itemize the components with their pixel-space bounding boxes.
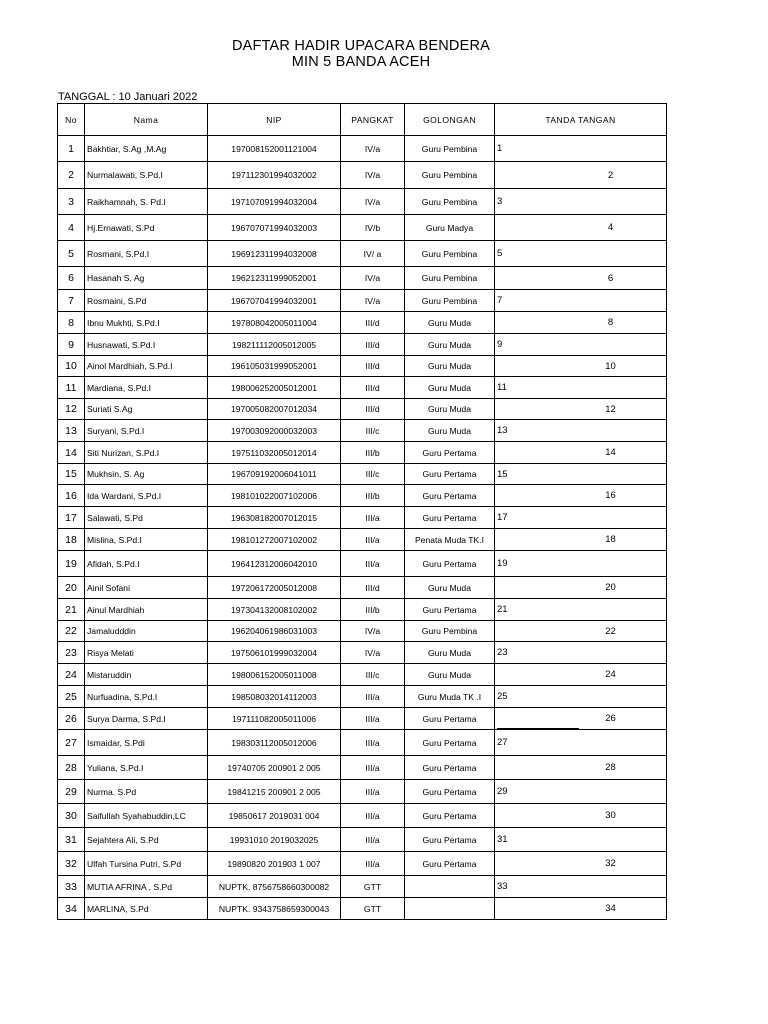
row-nama: Mardiana, S.Pd.I [85, 377, 208, 399]
row-pangkat: III/a [341, 756, 405, 780]
table-row [58, 876, 667, 898]
row-golongan: Guru Muda [405, 356, 495, 377]
table-row [58, 828, 667, 852]
row-golongan: Guru Pembina [405, 290, 495, 312]
date-label: TANGGAL : 10 Januari 2022 [58, 91, 198, 103]
table-row [58, 312, 667, 334]
row-nip: NUPTK. 8756758660300082 [208, 876, 341, 898]
row-no: 16 [58, 485, 85, 507]
row-tanda-tangan: 6 [495, 267, 667, 290]
row-no: 31 [58, 828, 85, 852]
row-nip: 197107091994032004 [208, 189, 341, 215]
row-nip: 19931010 2019032025 [208, 828, 341, 852]
table-row [58, 686, 667, 708]
row-tanda-tangan: 9 [495, 334, 667, 356]
row-golongan: Guru Pembina [405, 621, 495, 642]
row-nama: Salawati, S.Pd [85, 507, 208, 529]
row-tanda-tangan: 16 [495, 485, 667, 507]
table-row [58, 551, 667, 577]
row-pangkat: III/a [341, 551, 405, 577]
row-tanda-tangan: 30 [495, 804, 667, 828]
row-nama: Husnawati, S.Pd.I [85, 334, 208, 356]
row-golongan: Guru Muda [405, 334, 495, 356]
row-no: 21 [58, 599, 85, 621]
row-tanda-tangan: 11 [495, 377, 667, 399]
row-pangkat: III/a [341, 804, 405, 828]
row-nip: NUPTK. 9343758659300043 [208, 898, 341, 920]
row-no: 26 [58, 708, 85, 730]
row-nip: 197506101999032004 [208, 642, 341, 664]
table-row [58, 730, 667, 756]
row-golongan: Guru Muda [405, 577, 495, 599]
row-no: 2 [58, 162, 85, 189]
row-no: 24 [58, 664, 85, 686]
table-row [58, 621, 667, 642]
row-pangkat: III/d [341, 334, 405, 356]
table-row [58, 356, 667, 377]
row-tanda-tangan: 18 [495, 529, 667, 551]
row-tanda-tangan: 21 [495, 599, 667, 621]
row-nip: 196912311994032008 [208, 241, 341, 267]
table-row [58, 399, 667, 420]
row-tanda-tangan: 29 [495, 780, 667, 804]
row-no: 22 [58, 621, 85, 642]
row-nama: Ulfah Tursina Putri, S.Pd [85, 852, 208, 876]
row-pangkat: III/a [341, 507, 405, 529]
row-tanda-tangan: 31 [495, 828, 667, 852]
table-row [58, 334, 667, 356]
row-pangkat: GTT [341, 876, 405, 898]
row-pangkat: III/d [341, 356, 405, 377]
row-nip: 19740705 200901 2 005 [208, 756, 341, 780]
signature-underline [497, 728, 579, 729]
row-no: 32 [58, 852, 85, 876]
row-golongan: Guru Muda [405, 664, 495, 686]
row-pangkat: III/d [341, 399, 405, 420]
row-pangkat: III/a [341, 686, 405, 708]
row-nama: Nurma. S.Pd [85, 780, 208, 804]
row-nama: Nurfuadina, S.Pd.I [85, 686, 208, 708]
table-row [58, 189, 667, 215]
row-golongan: Guru Muda [405, 312, 495, 334]
row-no: 25 [58, 686, 85, 708]
row-no: 19 [58, 551, 85, 577]
table-row [58, 290, 667, 312]
row-no: 29 [58, 780, 85, 804]
row-golongan: Guru Pembina [405, 189, 495, 215]
row-tanda-tangan: 2 [495, 162, 667, 189]
row-pangkat: IV/a [341, 267, 405, 290]
table-row [58, 642, 667, 664]
row-nama: Surya Darma, S.Pd.I [85, 708, 208, 730]
row-nip: 197112301994032002 [208, 162, 341, 189]
row-golongan: Guru Muda [405, 377, 495, 399]
row-no: 17 [58, 507, 85, 529]
row-nama: MUTIA AFRINA , S.Pd [85, 876, 208, 898]
row-golongan: Guru Pertama [405, 464, 495, 485]
row-tanda-tangan: 25 [495, 686, 667, 708]
row-no: 3 [58, 189, 85, 215]
table-row [58, 898, 667, 920]
row-no: 15 [58, 464, 85, 485]
row-golongan: Guru Pembina [405, 241, 495, 267]
row-nip: 196105031999052001 [208, 356, 341, 377]
row-pangkat: IV/b [341, 215, 405, 241]
row-no: 14 [58, 442, 85, 464]
row-pangkat: III/d [341, 577, 405, 599]
row-golongan: Guru Pertama [405, 828, 495, 852]
row-nama: Mistaruddin [85, 664, 208, 686]
row-tanda-tangan: 22 [495, 621, 667, 642]
row-nama: Raikhamnah, S. Pd.I [85, 189, 208, 215]
row-tanda-tangan: 15 [495, 464, 667, 485]
row-nip: 196707071994032003 [208, 215, 341, 241]
row-tanda-tangan: 23 [495, 642, 667, 664]
row-nama: Ainol Mardhiah, S.Pd.I [85, 356, 208, 377]
row-nip: 198211112005012005 [208, 334, 341, 356]
row-tanda-tangan: 24 [495, 664, 667, 686]
row-nip: 197304132008102002 [208, 599, 341, 621]
row-tanda-tangan: 7 [495, 290, 667, 312]
row-tanda-tangan: 19 [495, 551, 667, 577]
header-golongan: GOLONGAN [405, 104, 495, 136]
row-no: 10 [58, 356, 85, 377]
table-row [58, 162, 667, 189]
row-nip: 197808042005011004 [208, 312, 341, 334]
row-golongan: Guru Muda TK .I [405, 686, 495, 708]
row-no: 23 [58, 642, 85, 664]
header-nama: Nama [85, 104, 208, 136]
row-nama: Hj.Ernawati, S.Pd [85, 215, 208, 241]
row-golongan [405, 876, 495, 898]
row-nip: 19890820 201903 1 007 [208, 852, 341, 876]
row-golongan: Guru Pertama [405, 442, 495, 464]
row-nip: 198508032014112003 [208, 686, 341, 708]
row-tanda-tangan: 3 [495, 189, 667, 215]
table-row [58, 420, 667, 442]
document-title: DAFTAR HADIR UPACARA BENDERA [231, 38, 491, 54]
row-golongan: Guru Muda [405, 399, 495, 420]
row-no: 1 [58, 136, 85, 162]
row-nama: Bakhtiar, S.Ag ,M.Ag [85, 136, 208, 162]
row-tanda-tangan: 28 [495, 756, 667, 780]
row-golongan [405, 898, 495, 920]
table-row [58, 485, 667, 507]
row-no: 27 [58, 730, 85, 756]
row-golongan: Guru Pertama [405, 804, 495, 828]
row-nama: Suriati S.Ag [85, 399, 208, 420]
row-tanda-tangan: 10 [495, 356, 667, 377]
row-tanda-tangan: 34 [495, 898, 667, 920]
row-nama: Sejahtera Ali, S.Pd [85, 828, 208, 852]
row-nip: 196204061986031003 [208, 621, 341, 642]
row-nama: Risya Melati [85, 642, 208, 664]
row-pangkat: III/a [341, 780, 405, 804]
row-golongan: Guru Pembina [405, 267, 495, 290]
row-golongan: Guru Pertama [405, 599, 495, 621]
row-nip: 196707041994032001 [208, 290, 341, 312]
row-golongan: Guru Pertama [405, 730, 495, 756]
row-no: 28 [58, 756, 85, 780]
row-nip: 197008152001121004 [208, 136, 341, 162]
row-no: 6 [58, 267, 85, 290]
row-no: 30 [58, 804, 85, 828]
row-pangkat: III/a [341, 708, 405, 730]
row-nama: Mislina, S.Pd.I [85, 529, 208, 551]
table-row [58, 377, 667, 399]
row-nip: 197111082005011006 [208, 708, 341, 730]
row-nip: 19850617 2019031 004 [208, 804, 341, 828]
row-pangkat: III/b [341, 599, 405, 621]
row-tanda-tangan: 4 [495, 215, 667, 241]
row-golongan: Guru Pertama [405, 852, 495, 876]
row-pangkat: III/c [341, 420, 405, 442]
row-pangkat: III/b [341, 485, 405, 507]
row-tanda-tangan: 27 [495, 730, 667, 756]
row-tanda-tangan: 26 [495, 708, 667, 730]
row-nip: 197511032005012014 [208, 442, 341, 464]
row-nip: 196412312006042010 [208, 551, 341, 577]
row-golongan: Guru Pembina [405, 162, 495, 189]
row-nama: Mukhsin, S. Ag [85, 464, 208, 485]
row-tanda-tangan: 8 [495, 312, 667, 334]
table-row [58, 664, 667, 686]
row-pangkat: III/c [341, 464, 405, 485]
table-row [58, 215, 667, 241]
row-no: 18 [58, 529, 85, 551]
row-pangkat: GTT [341, 898, 405, 920]
row-golongan: Guru Madya [405, 215, 495, 241]
row-pangkat: III/a [341, 529, 405, 551]
row-nip: 198006152005011008 [208, 664, 341, 686]
table-row [58, 852, 667, 876]
table-row [58, 507, 667, 529]
row-golongan: Guru Pertama [405, 780, 495, 804]
table-row [58, 756, 667, 780]
row-tanda-tangan: 12 [495, 399, 667, 420]
row-no: 20 [58, 577, 85, 599]
row-no: 13 [58, 420, 85, 442]
row-tanda-tangan: 20 [495, 577, 667, 599]
table-row [58, 136, 667, 162]
row-tanda-tangan: 5 [495, 241, 667, 267]
row-nama: Afidah, S.Pd.I [85, 551, 208, 577]
row-no: 34 [58, 898, 85, 920]
row-pangkat: IV/a [341, 621, 405, 642]
row-nip: 198101272007102002 [208, 529, 341, 551]
row-tanda-tangan: 13 [495, 420, 667, 442]
header-pangkat: PANGKAT [341, 104, 405, 136]
row-no: 8 [58, 312, 85, 334]
header-tanda-tangan: TANDA TANGAN [495, 104, 667, 136]
row-golongan: Guru Pertama [405, 507, 495, 529]
row-golongan: Guru Pertama [405, 756, 495, 780]
table-row [58, 241, 667, 267]
row-nama: Hasanah S, Ag [85, 267, 208, 290]
row-nip: 197005082007012034 [208, 399, 341, 420]
table-row [58, 267, 667, 290]
row-nama: Yuliana, S.Pd.I [85, 756, 208, 780]
row-golongan: Penata Muda TK.I [405, 529, 495, 551]
table-row [58, 599, 667, 621]
row-nama: Ainul Mardhiah [85, 599, 208, 621]
row-pangkat: IV/a [341, 189, 405, 215]
table-row [58, 780, 667, 804]
row-nama: Saifullah Syahabuddin,LC [85, 804, 208, 828]
row-nama: Ibnu Mukhti, S.Pd.I [85, 312, 208, 334]
table-row [58, 442, 667, 464]
row-golongan: Guru Pertama [405, 485, 495, 507]
row-no: 9 [58, 334, 85, 356]
table-row [58, 577, 667, 599]
row-no: 7 [58, 290, 85, 312]
row-nip: 197003092000032003 [208, 420, 341, 442]
row-nama: Nurmalawati, S.Pd.I [85, 162, 208, 189]
row-tanda-tangan: 32 [495, 852, 667, 876]
row-nip: 19841215 200901 2 005 [208, 780, 341, 804]
table-row [58, 529, 667, 551]
row-nama: Ismaidar, S.Pdi [85, 730, 208, 756]
row-nama: Rosmaini, S.Pd [85, 290, 208, 312]
row-golongan: Guru Muda [405, 420, 495, 442]
row-pangkat: III/b [341, 442, 405, 464]
row-tanda-tangan: 17 [495, 507, 667, 529]
row-pangkat: III/a [341, 852, 405, 876]
row-no: 33 [58, 876, 85, 898]
row-tanda-tangan: 1 [495, 136, 667, 162]
table-row [58, 804, 667, 828]
row-golongan: Guru Pembina [405, 136, 495, 162]
row-pangkat: IV/a [341, 642, 405, 664]
row-nip: 197206172005012008 [208, 577, 341, 599]
row-nama: Siti Nurizan, S.Pd.I [85, 442, 208, 464]
row-no: 11 [58, 377, 85, 399]
row-golongan: Guru Pertama [405, 551, 495, 577]
row-pangkat: III/c [341, 664, 405, 686]
row-nama: Ida Wardani, S.Pd.I [85, 485, 208, 507]
row-tanda-tangan: 14 [495, 442, 667, 464]
row-tanda-tangan: 33 [495, 876, 667, 898]
row-no: 4 [58, 215, 85, 241]
row-pangkat: IV/a [341, 162, 405, 189]
table-row [58, 464, 667, 485]
row-nama: Rosmani, S.Pd.I [85, 241, 208, 267]
row-pangkat: IV/a [341, 136, 405, 162]
row-pangkat: III/a [341, 730, 405, 756]
table-row [58, 708, 667, 730]
row-nama: Ainil Sofani [85, 577, 208, 599]
row-pangkat: IV/ a [341, 241, 405, 267]
row-nip: 198101022007102006 [208, 485, 341, 507]
row-nama: Jamaludddin [85, 621, 208, 642]
row-nip: 196212311999052001 [208, 267, 341, 290]
row-pangkat: III/a [341, 828, 405, 852]
row-nip: 196709192006041011 [208, 464, 341, 485]
header-no: No [58, 104, 85, 136]
document-subtitle: MIN 5 BANDA ACEH [291, 54, 431, 70]
header-nip: NIP [208, 104, 341, 136]
row-golongan: Guru Pertama [405, 708, 495, 730]
row-pangkat: III/d [341, 377, 405, 399]
row-nama: Suryani, S.Pd.I [85, 420, 208, 442]
row-pangkat: IV/a [341, 290, 405, 312]
row-nip: 198006252005012001 [208, 377, 341, 399]
row-golongan: Guru Muda [405, 642, 495, 664]
row-no: 5 [58, 241, 85, 267]
table-header-row [58, 104, 667, 136]
attendance-table [57, 103, 667, 920]
row-nama: MARLINA, S.Pd [85, 898, 208, 920]
row-no: 12 [58, 399, 85, 420]
row-pangkat: III/d [341, 312, 405, 334]
row-nip: 196308182007012015 [208, 507, 341, 529]
row-nip: 198303112005012006 [208, 730, 341, 756]
